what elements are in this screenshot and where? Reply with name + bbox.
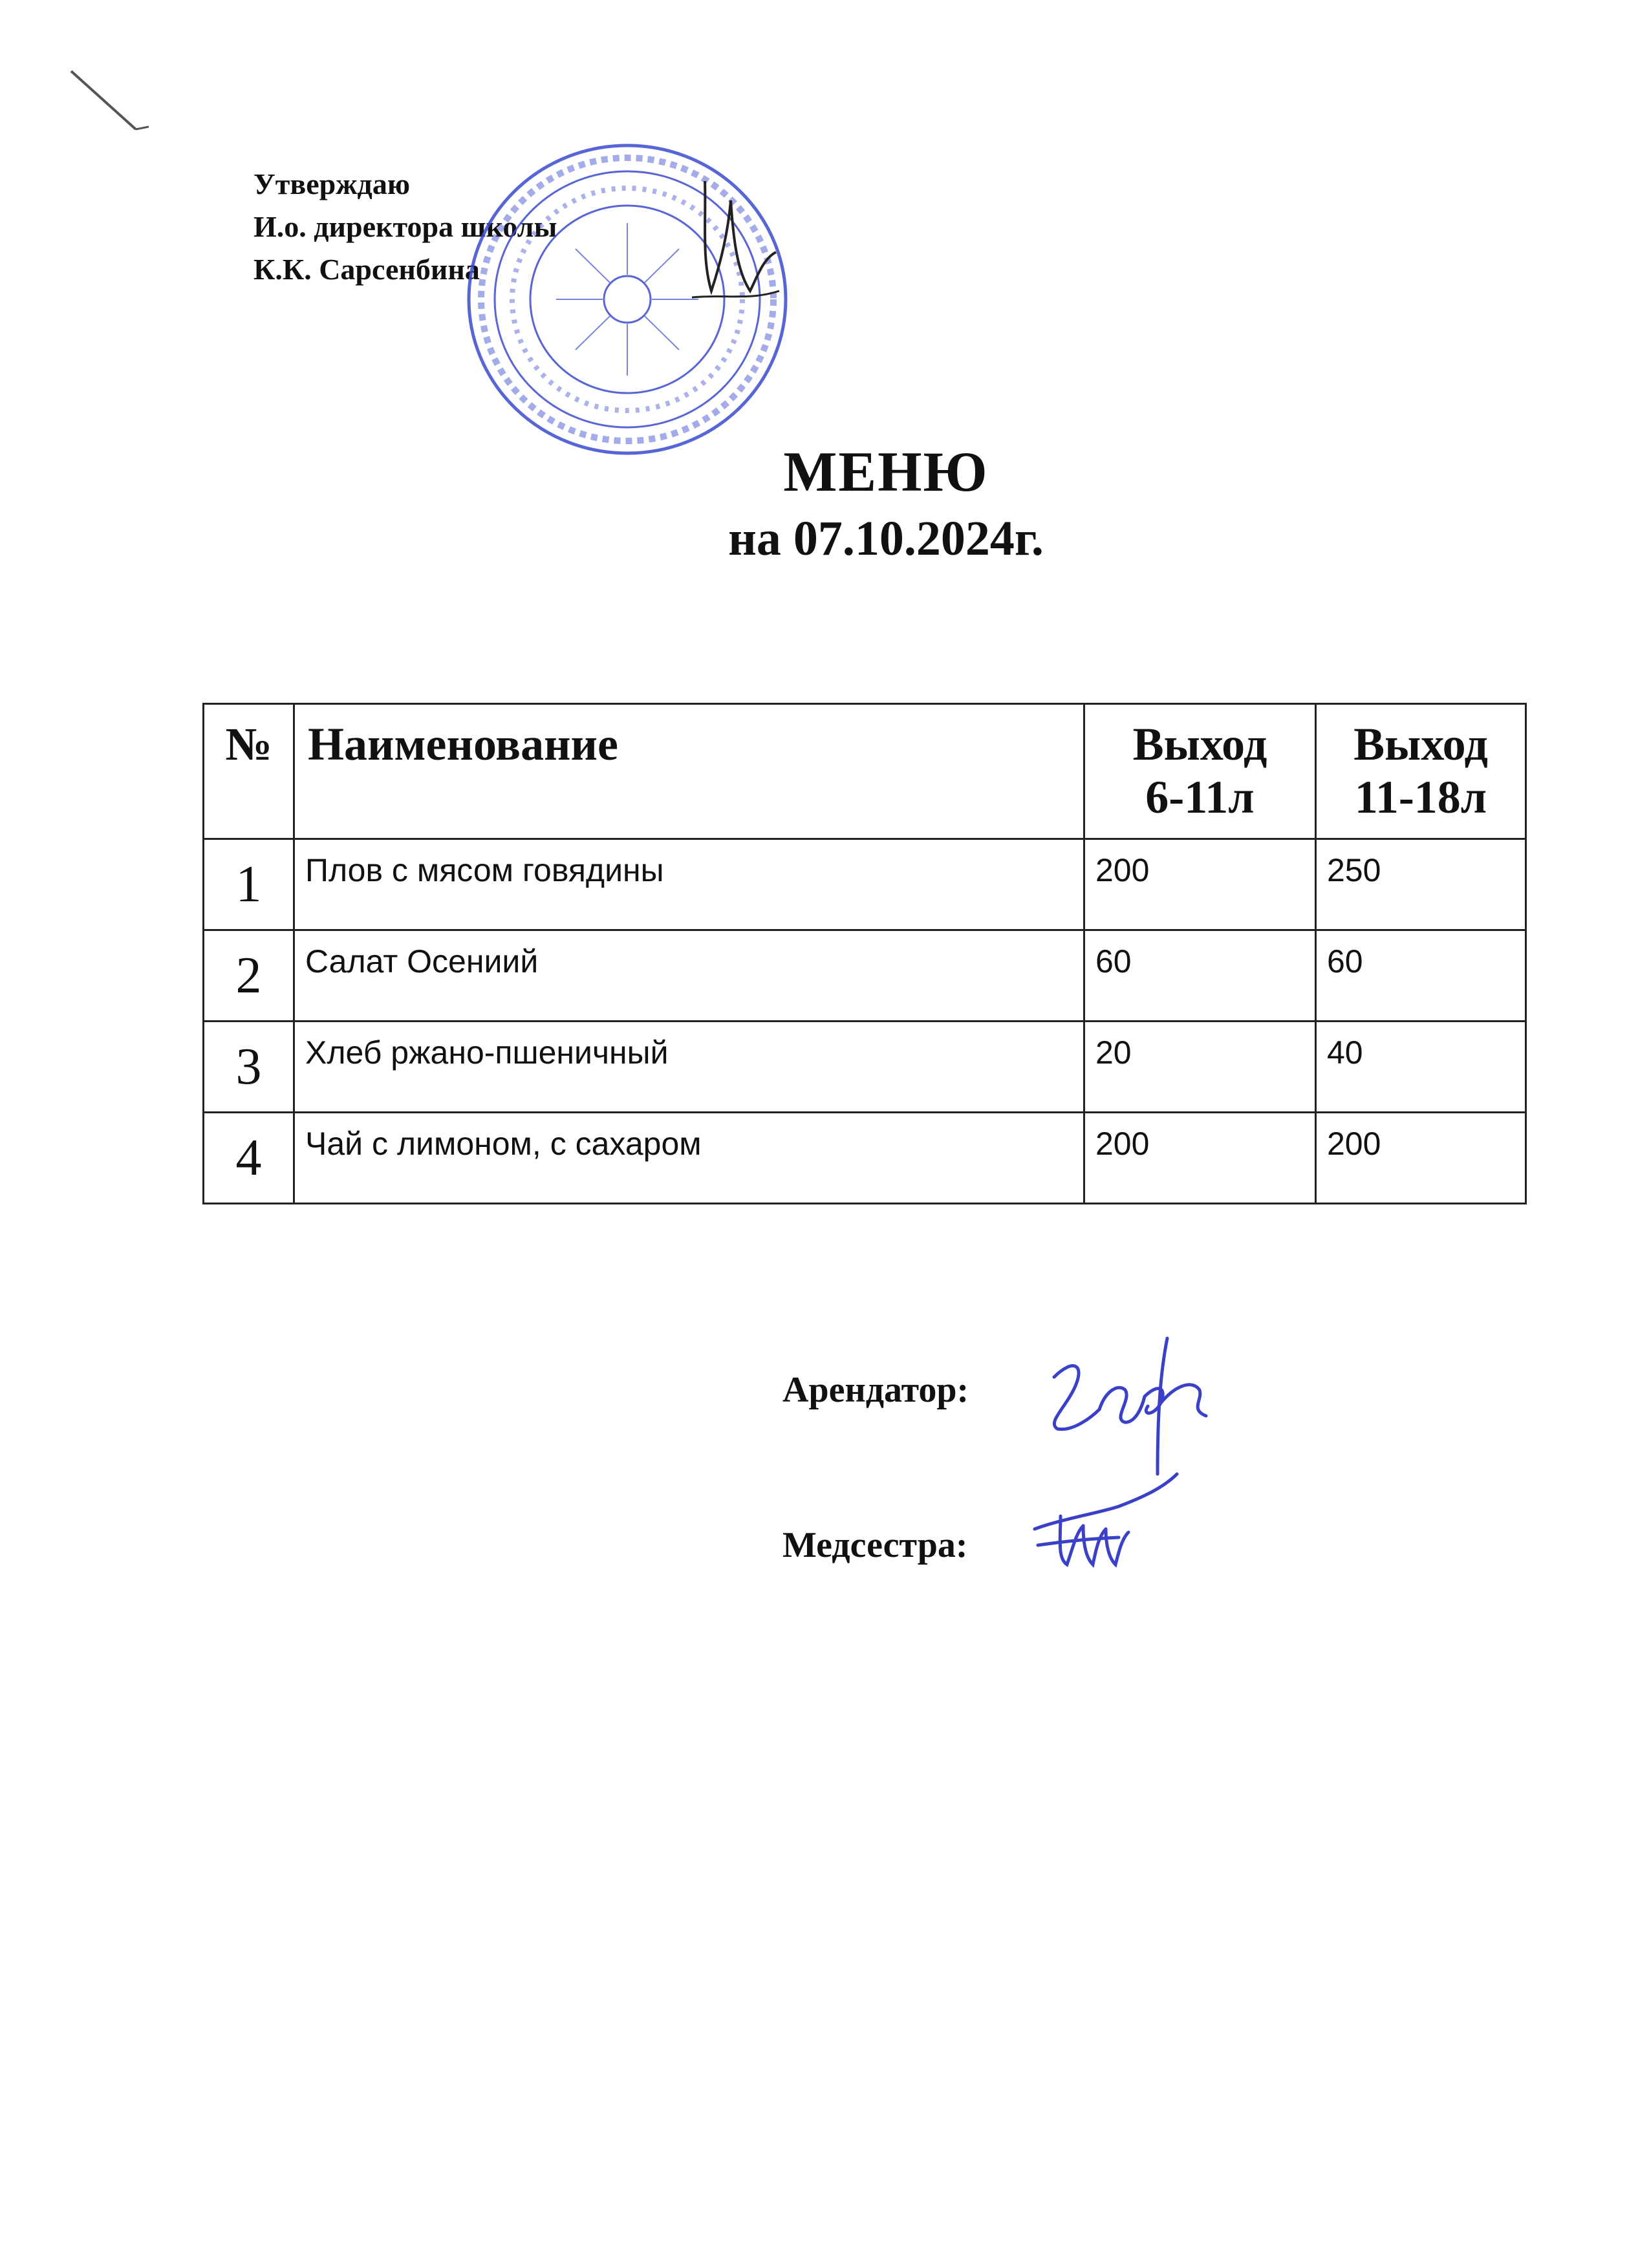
approval-name: К.К. Сарсенбина (253, 253, 480, 286)
row-number: 3 (204, 1022, 294, 1113)
header-output-11-18-line2: 11-18л (1354, 771, 1487, 823)
header-output-6-11-line1: Выход (1132, 718, 1267, 770)
director-signature (666, 162, 795, 330)
table-row (204, 839, 1526, 930)
header-output-11-18 (1316, 704, 1526, 839)
approval-heading: Утверждаю (253, 167, 410, 200)
row-number: 1 (204, 839, 294, 930)
header-number: № (204, 704, 294, 839)
menu-table (202, 703, 1527, 1204)
header-name: Наименование (294, 704, 1084, 839)
row-dish-name: Плов с мясом говядины (294, 839, 1084, 930)
page-date: на 07.10.2024г. (728, 511, 1044, 566)
scan-mark (0, 0, 1649, 194)
row-output-11-18: 60 (1316, 930, 1526, 1022)
table-header-row (204, 704, 1526, 839)
row-number: 2 (204, 930, 294, 1022)
header-output-6-11 (1084, 704, 1316, 839)
table-row (204, 930, 1526, 1022)
row-output-6-11: 200 (1084, 1113, 1316, 1204)
row-output-11-18: 40 (1316, 1022, 1526, 1113)
row-output-6-11: 20 (1084, 1022, 1316, 1113)
row-output-11-18: 200 (1316, 1113, 1526, 1204)
tenant-signature (1028, 1319, 1222, 1481)
row-output-11-18: 250 (1316, 839, 1526, 930)
approval-position: И.о. директора школы (253, 210, 557, 243)
table-row (204, 1113, 1526, 1204)
row-dish-name: Салат Осениий (294, 930, 1084, 1022)
header-output-11-18-line1: Выход (1353, 718, 1488, 770)
tenant-signature-label: Арендатор: (782, 1370, 969, 1410)
header-output-6-11-line2: 6-11л (1145, 771, 1255, 823)
nurse-signature-label: Медсестра: (782, 1525, 968, 1565)
row-dish-name: Хлеб ржано-пшеничный (294, 1022, 1084, 1113)
row-dish-name: Чай с лимоном, с сахаром (294, 1113, 1084, 1204)
page-title: МЕНЮ (783, 441, 989, 504)
row-number: 4 (204, 1113, 294, 1204)
row-output-6-11: 200 (1084, 839, 1316, 930)
row-output-6-11: 60 (1084, 930, 1316, 1022)
nurse-signature (1022, 1468, 1190, 1578)
table-row (204, 1022, 1526, 1113)
